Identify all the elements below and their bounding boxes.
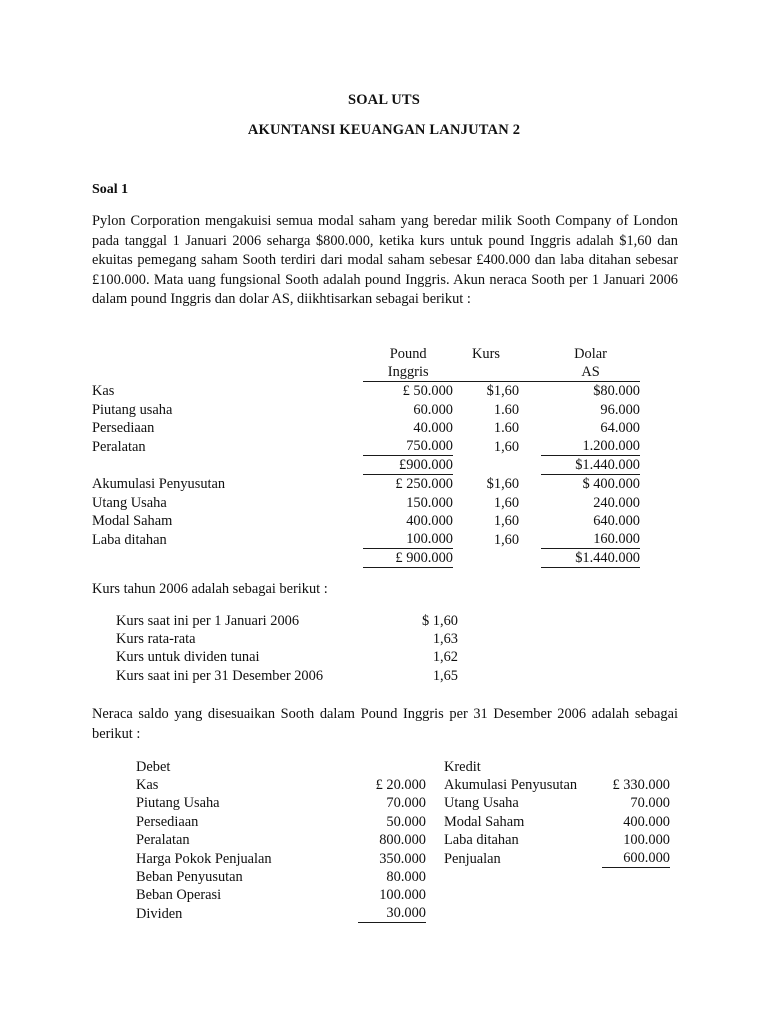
credit-value: 100.000	[623, 831, 670, 848]
row-dolar: 64.000	[600, 419, 640, 436]
header-kurs: Kurs	[472, 346, 500, 362]
total-kurs	[453, 456, 541, 475]
table-header-row	[92, 345, 640, 363]
column-gap	[426, 868, 444, 886]
row-pound: £ 50.000	[402, 383, 453, 400]
credit-label	[444, 886, 602, 904]
row-dolar: 640.000	[593, 512, 640, 529]
credit-label	[444, 904, 602, 923]
row-pound: £ 250.000	[395, 476, 453, 493]
table-row	[92, 494, 640, 512]
document-title-line-1: SOAL UTS	[347, 92, 421, 108]
column-gap	[426, 813, 444, 831]
table-row	[116, 630, 458, 648]
credit-value: 400.000	[623, 813, 670, 830]
column-gap	[426, 849, 444, 868]
column-gap	[426, 758, 444, 776]
table-header-row	[136, 758, 670, 776]
trial-balance-table	[136, 758, 670, 923]
debit-label: Harga Pokok Penjualan	[136, 850, 272, 867]
rate-label: Kurs saat ini per 31 Desember 2006	[116, 667, 324, 684]
debit-label: Beban Operasi	[136, 886, 222, 903]
table-header-row-2	[92, 363, 640, 382]
debit-column-header: Debet	[136, 759, 171, 775]
section-label-soal-1: Soal 1	[92, 182, 129, 197]
debit-value: 70.000	[386, 795, 426, 812]
table-row	[116, 667, 458, 685]
table-row	[92, 475, 640, 494]
credit-value	[602, 868, 670, 886]
row-dolar: $ 400.000	[582, 476, 640, 493]
row-pound: 60.000	[413, 401, 453, 418]
credit-value	[602, 886, 670, 904]
table-row	[92, 512, 640, 530]
header-blank-2	[92, 363, 363, 382]
balance-sheet-table	[92, 345, 640, 568]
debit-value: 100.000	[379, 886, 426, 903]
header-kurs-rule	[453, 363, 541, 382]
table-row	[136, 776, 670, 794]
row-dolar: $80.000	[593, 383, 640, 400]
column-gap	[426, 776, 444, 794]
trial-balance-intro: Neraca saldo yang disesuaikan Sooth dalam Pound Inggris per 31 Desember 2006 adalah sebagai berikut :	[92, 706, 678, 742]
credit-value	[602, 904, 670, 923]
table-total-row-equities	[92, 549, 640, 568]
credit-header-blank	[602, 758, 670, 776]
rate-label: Kurs rata-rata	[116, 631, 196, 648]
rate-value: 1,63	[432, 631, 458, 648]
exchange-rate-table	[116, 612, 458, 685]
row-label: Kas	[92, 383, 115, 400]
header-pound-line2: Inggris	[363, 363, 453, 382]
rate-label: Kurs untuk dividen tunai	[116, 649, 260, 666]
row-kurs: $1,60	[486, 476, 520, 493]
row-pound: 750.000	[363, 437, 453, 456]
row-dolar: 1.200.000	[541, 437, 640, 456]
debit-value: 80.000	[386, 868, 426, 885]
row-label: Utang Usaha	[92, 494, 167, 511]
total-kurs	[453, 549, 541, 568]
table-row	[116, 612, 458, 630]
total-dolar: $1.440.000	[541, 456, 640, 475]
row-kurs: 1,60	[493, 438, 520, 455]
rate-label: Kurs saat ini per 1 Januari 2006	[116, 613, 300, 629]
debit-value: 30.000	[358, 904, 426, 923]
row-kurs: 1.60	[493, 401, 520, 418]
total-pound: £ 900.000	[363, 549, 453, 568]
credit-label	[444, 868, 602, 886]
table-row	[92, 382, 640, 401]
credit-label: Akumulasi Penyusutan	[444, 777, 578, 794]
row-label: Piutang usaha	[92, 401, 173, 418]
debit-label: Beban Penyusutan	[136, 868, 243, 885]
header-dolar-line2: AS	[541, 363, 640, 382]
table-row	[136, 849, 670, 868]
intro-paragraph: Pylon Corporation mengakuisi semua modal saham yang beredar milik Sooth Company of London pada tanggal 1 Januari 2006 seharga $800.000, ketika kurs untuk pound Inggris adalah $1,60 dan ekuitas pemegang saham Sooth terdiri dari modal saham sebesar £400.000 dan laba ditahan sebesar £100.000. Mata uang fungsional Sooth adalah pound Inggris. Akun neraca Sooth per 1 Januari 2006 dalam pound Inggris dan dolar AS, diikhtisarkan sebagai berikut :	[92, 213, 678, 308]
debit-value: £ 20.000	[375, 777, 426, 794]
debit-label: Persediaan	[136, 813, 199, 830]
column-gap	[426, 794, 444, 812]
debit-value: 800.000	[379, 831, 426, 848]
credit-label: Penjualan	[444, 850, 501, 867]
row-label: Modal Saham	[92, 512, 173, 529]
rate-value: 1,62	[432, 649, 458, 666]
row-kurs: 1.60	[493, 419, 520, 436]
credit-label: Modal Saham	[444, 813, 525, 830]
total-pound: £900.000	[363, 456, 453, 475]
credit-label: Laba ditahan	[444, 831, 519, 848]
document-title-line-2: AKUNTANSI KEUANGAN LANJUTAN 2	[247, 122, 521, 138]
credit-label: Utang Usaha	[444, 795, 519, 812]
total-dolar: $1.440.000	[541, 549, 640, 568]
debit-label: Piutang Usaha	[136, 795, 220, 812]
table-row	[92, 530, 640, 549]
table-row	[136, 831, 670, 849]
header-pound-line1: Pound	[389, 346, 427, 362]
row-label: Peralatan	[92, 438, 146, 455]
debit-value: 350.000	[379, 850, 426, 867]
row-dolar: 240.000	[593, 494, 640, 511]
credit-value: 600.000	[602, 849, 670, 868]
row-kurs: $1,60	[486, 383, 520, 400]
table-total-row-assets	[92, 456, 640, 475]
column-gap	[426, 831, 444, 849]
credit-value: £ 330.000	[612, 777, 670, 794]
debit-value: 50.000	[386, 813, 426, 830]
row-label: Laba ditahan	[92, 531, 167, 548]
credit-column-header: Kredit	[444, 759, 481, 775]
table-row	[92, 401, 640, 419]
table-row	[92, 437, 640, 456]
debit-label: Peralatan	[136, 831, 190, 848]
row-pound: 400.000	[406, 512, 453, 529]
rate-value: 1,65	[432, 667, 458, 684]
debit-header-blank	[358, 758, 426, 776]
row-kurs: 1,60	[493, 494, 520, 511]
header-dolar-line1: Dolar	[574, 346, 607, 362]
row-pound: 40.000	[413, 419, 453, 436]
rate-value: $ 1,60	[422, 613, 458, 629]
exchange-rate-intro: Kurs tahun 2006 adalah sebagai berikut :	[92, 581, 328, 597]
total-label	[92, 456, 363, 475]
row-kurs: 1,60	[493, 512, 520, 529]
table-row	[136, 794, 670, 812]
row-dolar: 160.000	[541, 530, 640, 549]
row-label: Akumulasi Penyusutan	[92, 476, 226, 493]
column-gap	[426, 904, 444, 923]
table-row	[136, 886, 670, 904]
table-row	[136, 813, 670, 831]
column-gap	[426, 886, 444, 904]
debit-label: Dividen	[136, 905, 183, 922]
debit-label: Kas	[136, 777, 159, 794]
header-blank	[92, 345, 363, 363]
row-label: Persediaan	[92, 419, 155, 436]
table-row	[136, 868, 670, 886]
row-pound: 150.000	[406, 494, 453, 511]
table-row	[92, 419, 640, 437]
row-dolar: 96.000	[600, 401, 640, 418]
row-kurs: 1,60	[493, 531, 520, 548]
row-pound: 100.000	[363, 530, 453, 549]
table-row	[116, 648, 458, 666]
total-label	[92, 549, 363, 568]
credit-value: 70.000	[630, 795, 670, 812]
table-row	[136, 904, 670, 923]
